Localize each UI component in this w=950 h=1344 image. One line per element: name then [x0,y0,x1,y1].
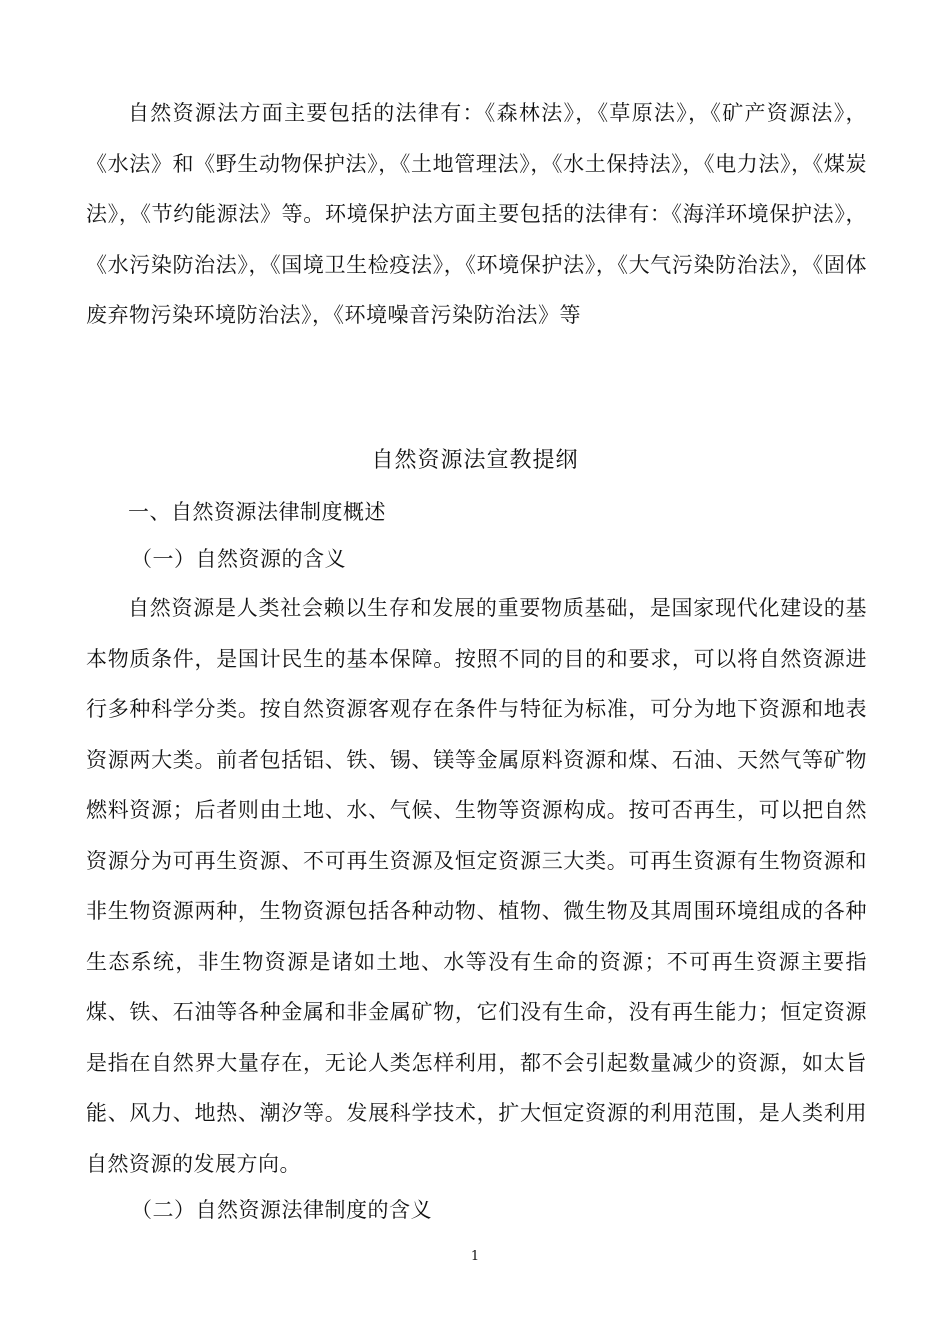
subsection-heading-2: （二）自然资源法律制度的含义 [131,1198,432,1222]
page-number: 1 [470,1249,480,1264]
natural-resources-definition-paragraph: 自然资源是人类社会赖以生存和发展的重要物质基础，是国家现代化建设的基本物质条件，是国计民生的基本保障。按照不同的目的和要求，可以将自然资源进行多种科学分类。按自然资源客观存在条件与特征为标准，可分为地下资源和地表资源两大类。前者包括铝、铁、锡、镁等金属原料资源和煤、石油、天然气等矿物燃料资源；后者则由土地、水、气候、生物等资源构成。按可否再生，可以把自然资源分为可再生资源、不可再生资源及恒定资源三大类。可再生资源有生物资源和非生物资源两种，生物资源包括各种动物、植物、微生物及其周围环境组成的各种生态系统，非生物资源是诸如土地、水等没有生命的资源；不可再生资源主要指煤、铁、石油等各种金属和非金属矿物，它们没有生命，没有再生能力；恒定资源是指在自然界大量存在，无论人类怎样利用，都不会引起数量减少的资源，如太旨能、风力、地热、潮汐等。发展科学技术，扩大恒定资源的利用范围，是人类利用自然资源的发展方向。 [86,596,867,1176]
section-heading-1: 一、自然资源法律制度概述 [128,500,386,524]
subsection-heading-1: （一）自然资源的含义 [131,547,346,571]
intro-paragraph: 自然资源法方面主要包括的法律有：《森林法》，《草原法》，《矿产资源法》，《水法》和《野生动物保护法》，《土地管理法》，《水土保持法》，《电力法》，《煤炭法》，《节约能源法》等。环境保护法方面主要包括的法律有：《海洋环境保护法》，《水污染防治法》，《国境卫生检疫法》，《环境保护法》，《大气污染防治法》，《固体废弃物污染环境防治法》，《环境噪音污染防治法》等 [86,101,867,327]
document-title: 自然资源法宣教提纲 [371,448,579,473]
